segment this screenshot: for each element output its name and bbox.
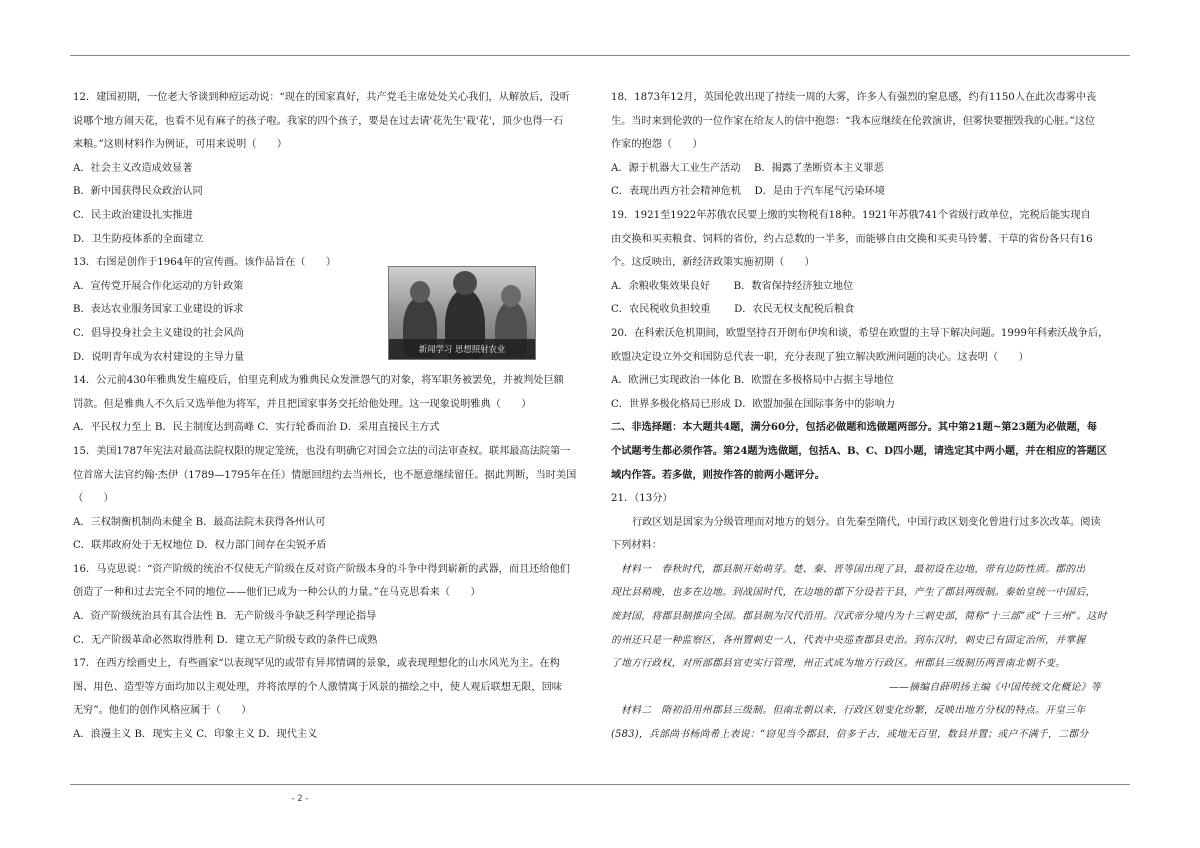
left-column-line: A．社会主义改造成效显著 xyxy=(73,162,193,174)
left-column-line: A．三权制衡机制尚未健全 B．最高法院未获得各州认可 xyxy=(73,516,326,528)
left-column-line: D．说明青年成为农村建设的主导力量 xyxy=(73,351,245,363)
right-column-line: 行政区划是国家为分级管理而对地方的划分。自先秦至隋代，中国行政区划变化曾进行过多次改革。阅读 xyxy=(632,516,1101,528)
left-column-line: A．浪漫主义 B．现实主义 C．印象主义 D．现代主义 xyxy=(73,729,318,741)
right-column-line: C．世界多极化格局已形成 D．欧盟加强在国际事务中的影响力 xyxy=(611,398,896,410)
left-column-line: 无穷”。他们的创作风格应属于（ ） xyxy=(73,705,252,717)
right-column-line: 了地方行政权，对所部郡县官吏实行管理，州正式成为地方行政区。州郡县三级制历两晋南北朝不变。 xyxy=(611,658,1066,670)
page-number: - 2 - xyxy=(291,794,309,804)
right-column-line: 废封国，将郡县制推向全国。郡县制为汉代沿用。汉武帝分境内为十三刺史部，简称“十三部”或“十三州”。这时 xyxy=(611,611,1107,623)
right-column-line: 21．（13分） xyxy=(611,493,673,505)
left-column-line: 15．美国1787年宪法对最高法院权限的规定笼统，也没有明确它对国会立法的司法审查权。联邦最高法院第一 xyxy=(73,445,571,457)
right-column-line: (583)，兵部尚书杨尚希上表说：“窃见当今郡县，倍多于古，或地无百里，数县并置；或户不满千，二郡分 xyxy=(611,729,1089,741)
right-column-line: 由交换和买卖粮食、饲料的省份，约占总数的一半多，而能够自由交换和买卖马铃薯、干草的省份各只有16 xyxy=(611,233,1093,245)
propaganda-poster-image xyxy=(388,266,536,360)
top-rule xyxy=(70,55,1130,56)
left-column-line: A．宣传党开展合作化运动的方针政策 xyxy=(73,280,244,292)
right-column-line: A．源于机器大工业生产活动 B．揭露了垄断资本主义罪恶 xyxy=(611,162,884,174)
right-column-line: A．余粮收集效果良好 B．数省保持经济独立地位 xyxy=(611,280,854,292)
right-column-line: 现比县稍晚，也多在边地。到战国时代，在边地的郡下分设若干县，产生了郡县两级制。秦始皇统一中国后， xyxy=(611,587,1096,599)
left-column-line: 来粮。”这则材料作为例证，可用来说明（ ） xyxy=(73,139,288,151)
right-column-line: 域内作答。若多做，则按作答的前两小题评分。 xyxy=(611,468,825,481)
left-column-line: B．新中国获得民众政治认同 xyxy=(73,186,203,198)
right-column xyxy=(611,86,1131,747)
left-column-line: 14．公元前430年雅典发生瘟疫后，伯里克利成为雅典民众发泄怨气的对象，将军职务被罢免，并被判处巨额 xyxy=(73,375,564,387)
left-column-line: A．平民权力至上 B．民主制度达到高峰 C．实行轮番而治 D．采用直接民主方式 xyxy=(73,422,440,434)
left-column-line: 16．马克思说：“资产阶级的统治不仅使无产阶级在反对资产阶级本身的斗争中得到崭新的武器，而且还给他们 xyxy=(73,563,570,575)
right-column-line: 个。这反映出，新经济政策实施初期（ ） xyxy=(611,257,815,269)
right-column-line: 材料一 春秋时代，郡县制开始萌芽。楚、秦、晋等国出现了县，最初设在边地，带有边防性质。郡的出 xyxy=(621,563,1086,575)
left-column-line: C．联邦政府处于无权地位 D．权力部门间存在尖锐矛盾 xyxy=(73,540,327,552)
left-column-line: 说哪个地方闹天花，也看不见有麻子的孩子啦。我家的四个孩子，要是在过去请'花先生'栽'花'，顶少也得一石 xyxy=(73,115,564,127)
left-column-line: 13．右图是创作于1964年的宣传画。该作品旨在（ ） xyxy=(73,257,337,269)
bottom-rule xyxy=(70,784,1130,785)
left-column-line: B．表达农业服务国家工业建设的诉求 xyxy=(73,304,244,316)
left-column-line: C．民主政治建设扎实推进 xyxy=(73,209,193,221)
left-column-line: 位首席大法官约翰·杰伊（1789—1795年在任）情愿回纽约去当州长，也不愿意继续留任。据此判断，当时美国 xyxy=(73,469,577,481)
left-column xyxy=(73,86,589,747)
left-column-line: 图、用色、造型等方面均加以主观处理，并将浓厚的个人激情寓于风景的描绘之中，使人观后联想无限，回味 xyxy=(73,681,562,693)
right-column-line: 二、非选择题：本大题共4题，满分60分，包括必做题和选做题两部分。其中第21题~第23题为必做题，每 xyxy=(611,421,1098,434)
right-column-line: 个试题考生都必须作答。第24题为选做题，包括A、B、C、D四小题，请选定其中两小题，并在相应的答题区 xyxy=(611,444,1107,457)
right-column-line: 欧盟决定设立外交和国防总代表一职，充分表现了独立解决欧洲问题的决心。这表明（ ） xyxy=(611,351,1029,363)
left-column-line: A．资产阶级统治具有其合法性 B．无产阶级斗争缺乏科学理论指导 xyxy=(73,611,377,623)
right-column-line: 18．1873年12月，英国伦敦出现了持续一周的大雾，许多人有强烈的窒息感，约有1150人在此次毒雾中丧 xyxy=(611,92,1097,103)
poster-head-right xyxy=(501,285,521,307)
left-column-line: 创造了一种和过去完全不同的地位——他们已成为一种公认的力量。”在马克思看来（ ） xyxy=(73,587,481,599)
right-column-line: C．表现出西方社会精神危机 D．是由于汽车尾气污染环境 xyxy=(611,186,885,198)
right-column-line: 下列材料： xyxy=(611,540,662,552)
right-column-line: 作家的抱怨（ ） xyxy=(611,139,703,151)
left-column-line: 罚款。但是雅典人不久后又选举他为将军，并且把国家事务交托给他处理。这一现象说明雅典（ ） xyxy=(73,398,532,410)
right-column-line: 19．1921至1922年苏俄农民要上缴的实物税有18种。1921年苏俄741个省级行政单位，完税后能实现自 xyxy=(611,209,1091,221)
right-column-line: A．欧洲已实现政治一体化 B．欧盟在多极格局中占据主导地位 xyxy=(611,375,894,387)
right-column-line: 的州还只是一种监察区，各州置刺史一人，代表中央巡查郡县吏治。到东汉时，刺史已有固定治所，并掌握 xyxy=(611,634,1086,646)
left-column-line: 12．建国初期，一位老大爷谈到种痘运动说：“现在的国家真好，共产党毛主席处处关心我们，从解放后，没听 xyxy=(73,92,570,103)
left-column-line: C．倡导投身社会主义建设的社会风尚 xyxy=(73,327,244,339)
right-column-line: 20．在科索沃危机期间，欧盟坚持召开朗布伊埃和谈，希望在欧盟的主导下解决问题。1999年科索沃战争后， xyxy=(611,327,1109,339)
poster-head-left xyxy=(410,281,430,303)
left-column-line: C．无产阶级革命必然取得胜利 D．建立无产阶级专政的条件已成熟 xyxy=(73,634,378,646)
right-column-line: 生。当时来到伦敦的一位作家在给友人的信中抱怨：“我本应继续在伦敦演讲，但雾快要摧毁我的心脏。”这位 xyxy=(611,115,1096,127)
right-column-line: ——摘编自薛明扬主编《中国传统文化概论》等 xyxy=(888,681,1101,693)
poster-caption: 新闻学习 思想照射农业 xyxy=(389,339,535,359)
left-column-line: D．卫生防疫体系的全面建立 xyxy=(73,233,204,245)
right-column-line: 材料二 隋初沿用州郡县三级制。但南北朝以来，行政区划变化纷繁，反映出地方分权的特点。开皇三年 xyxy=(621,705,1086,717)
right-column-line: C．农民税收负担较重 D．农民无权支配税后粮食 xyxy=(611,304,855,316)
left-column-line: （ ） xyxy=(73,493,114,505)
poster-head-center xyxy=(453,271,477,295)
left-column-line: 17．在西方绘画史上，有些画家“以表现罕见的或带有异邦情调的景象，或表现理想化的山水风光为主。在构 xyxy=(73,658,560,670)
